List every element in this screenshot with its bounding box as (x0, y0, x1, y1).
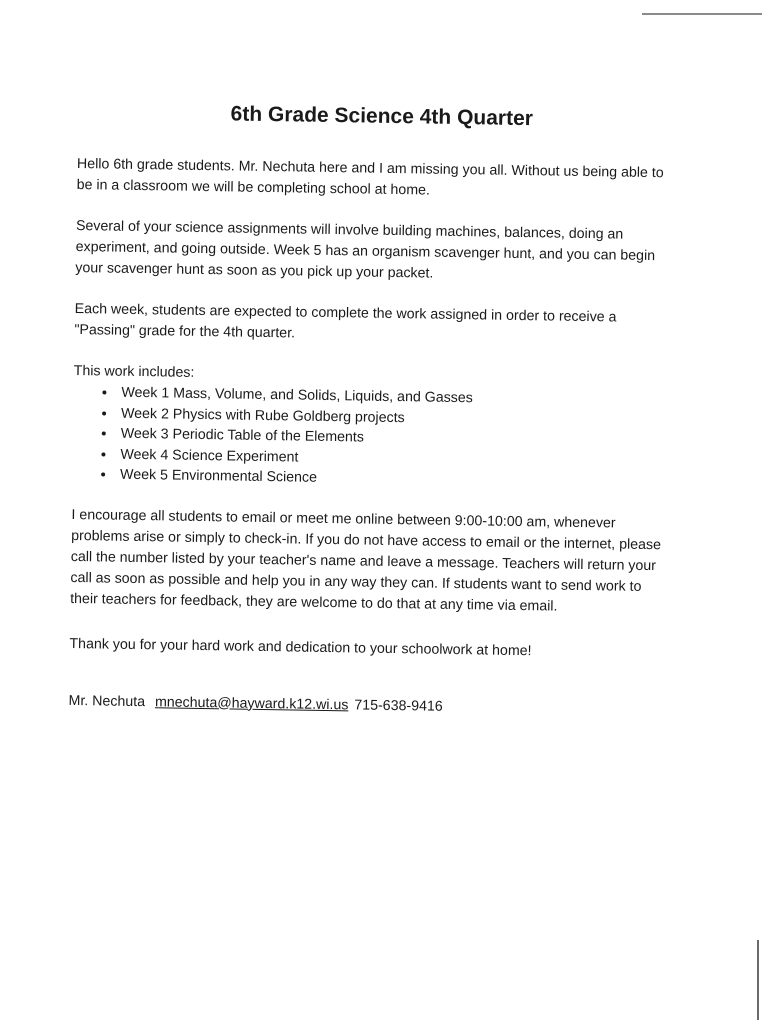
page-title: 6th Grade Science 4th Quarter (230, 102, 534, 131)
signature-line (68, 690, 668, 720)
scan-edge-right (757, 940, 759, 1020)
intro-paragraph: Hello 6th grade students. Mr. Nechuta here and I am missing you all. Without us being able to be in a classroom we will be completing school at home. (76, 155, 664, 199)
list-intro: This work includes: (73, 362, 195, 381)
letter-page (68, 100, 678, 721)
assignments-paragraph: Several of your science assignments will involve building machines, balances, doing an experiment, and going outside. Week 5 has an organism scavenger hunt, and you can begin your scavenger hunt as soon as you pick up your packet. (75, 217, 656, 282)
list-item: • Week 2 Physics with Rube Goldberg projects (117, 403, 673, 432)
list-item: • Week 5 Environmental Science (116, 465, 672, 494)
phone-number: 715-638-9416 (354, 696, 443, 715)
email-link[interactable]: mnechuta@hayward.k12.wi.us (154, 693, 349, 713)
list-item: • Week 1 Mass, Volume, and Solids, Liquids, and Gasses (117, 383, 673, 412)
thanks-paragraph: Thank you for your hard work and dedication to your schoolwork at home! (69, 635, 532, 659)
list-item: • Week 4 Science Experiment (116, 444, 672, 473)
signature-name: Mr. Nechuta (68, 692, 146, 710)
expectation-paragraph: Each week, students are expected to complete the work assigned in order to receive a "Passing" grade for the 4th quarter. (74, 300, 617, 342)
weeks-list (72, 382, 674, 494)
scan-edge-top (642, 13, 762, 15)
list-item: • Week 3 Periodic Table of the Elements (117, 424, 673, 453)
contact-paragraph: I encourage all students to email or meet me online between 9:00-10:00 am, whenever problems arise or simply to check-in. If you do not have access to email or the internet, please call the number listed by your teacher's name and leave a message. Teachers will return your call as soon as possible and help you in any way they can. If students want to send work to their teachers for feedback, they are welcome to do that at any time via email. (70, 506, 662, 615)
